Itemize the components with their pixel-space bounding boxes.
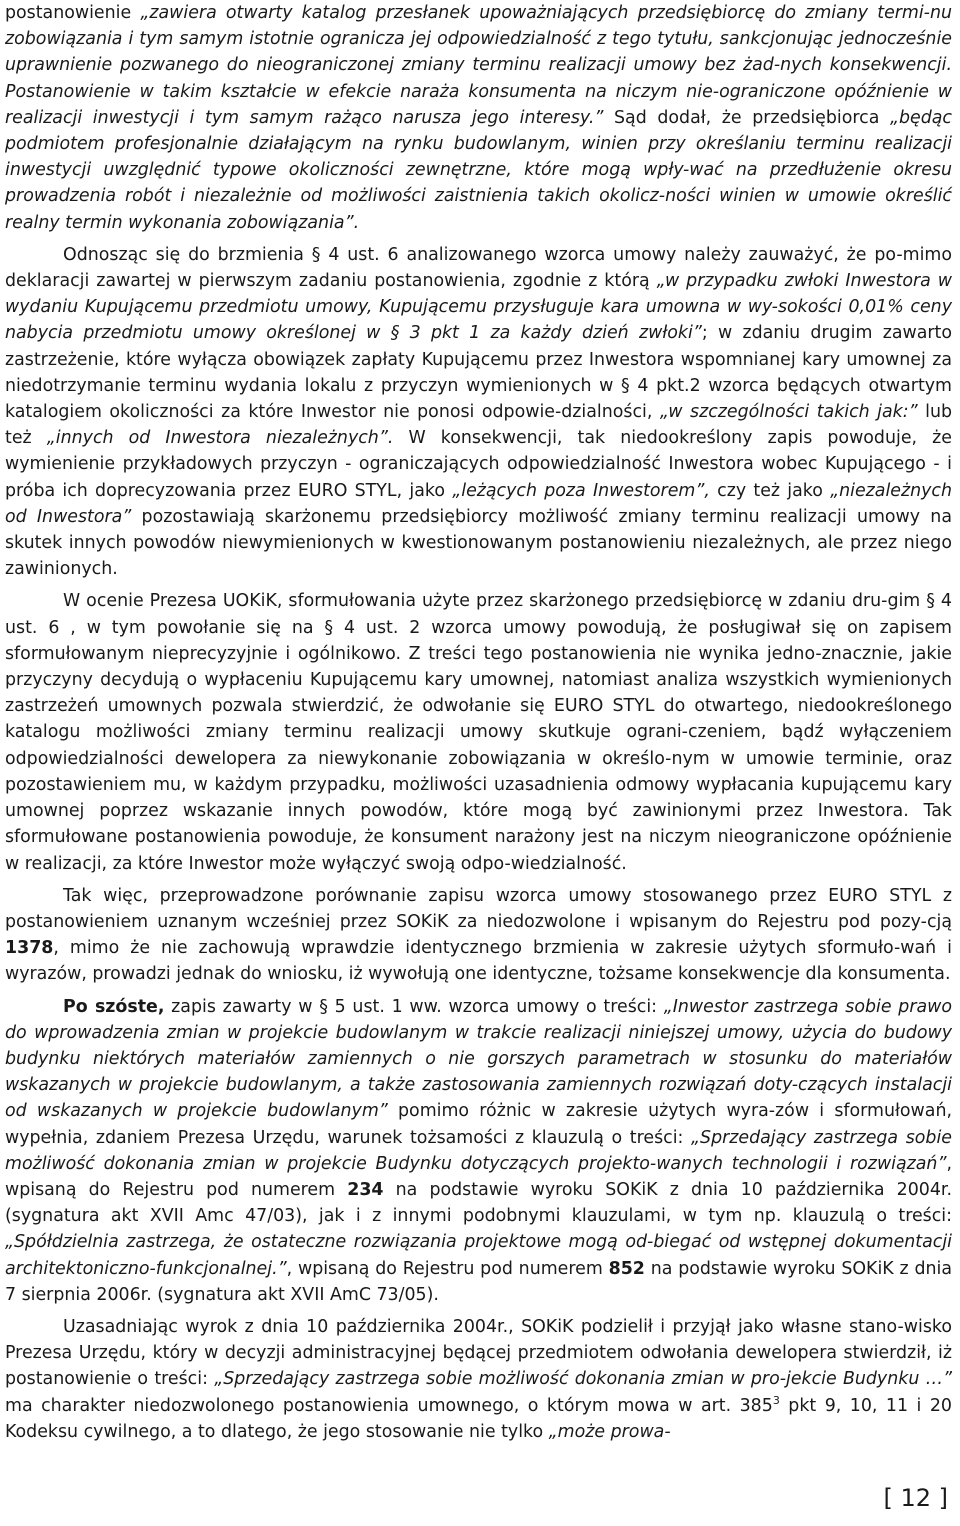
quote-italic: „w przypadku zwłoki Inwestora w wydaniu Kupującemu przedmiotu umowy, Kupującemu przysługuje kara umowna w wy-sokości 0,01% ceny nabycia przedmiotu umowy określonej w § 3 pkt 1 za każdy dzień zwłoki” (5, 271, 953, 344)
quote-italic: „Sprzedający zastrzega sobie możliwość dokonania zmian w projekcie Budynku dotyczących projekto-wanych technologii i rozwiązań” (5, 1127, 952, 1174)
text-span: , wpisaną do Rejestru pod numerem (5, 1153, 952, 1200)
register-number: 852 (608, 1258, 645, 1279)
paragraph-4 (5, 883, 952, 988)
text-span: Odnosząc się do brzmienia § 4 ust. 6 analizowanego wzorca umowy należy zauważyć, że po-mimo deklaracji zawartej w pierwszym zadaniu postanowienia, zgodnie z którą (5, 244, 952, 292)
text-span: czy też jako (709, 480, 831, 501)
register-number: 1378 (5, 938, 54, 959)
text-span: W konsekwencji, tak niedookreślony zapis powoduje, że wymienienie przykładowych przyczyn - ograniczających odpowiedzialność Inwestora wobec Kupującego - i próba ich doprecyzowania przez EURO STYL, jako (5, 428, 952, 501)
page-number: [ 12 ] (883, 1484, 948, 1512)
quote-italic: „może prowa- (548, 1421, 671, 1442)
paragraph-2 (5, 242, 952, 583)
text-span: ; w zdaniu drugim zawarto zastrzeżenie, które wyłącza obowiązek zapłaty Kupującemu przez Inwestora wspomnianej kary umownej za niedotrzymanie terminu wydania lokalu z przyczyn wymienionych w § 4 pkt.2 wzorca będących otwartym katalogiem okoliczności za które Inwestor nie ponosi odpowie-dzialności, (5, 323, 952, 423)
text-span: Sąd dodał, że przedsiębiorca (603, 107, 890, 128)
quote-italic: „Spółdzielnia zastrzega, że ostateczne rozwiązania projektowe mogą od-biegać od wstępnej dokumentacji architektoniczno-funkcjonalnej.” (5, 1232, 952, 1279)
text-span: pozostawiają skarżonemu przedsiębiorcy możliwość zmiany terminu realizacji umowy na skutek innych powodów niewymienionych w kwestionowanym postanowieniu niezależnych, ale przez niego zawinionych. (5, 506, 952, 580)
paragraph-6 (5, 1314, 952, 1445)
quote-italic: „będąc podmiotem profesjonalnie działającym na rynku budowlanym, winien przy określaniu terminu realizacji inwestycji uwzględnić typowe okoliczności zewnętrzne, które mogą wpły-wać na przedłużenie okresu prowadzenia robót i niezależnie od możliwości zaistnienia takich okolicz-ności winien w umowie określić realny termin wykonania zobowiązania”. (5, 107, 952, 233)
quote-italic: „niezależnych od Inwestora” (5, 480, 953, 527)
quote-italic: „zawiera otwarty katalog przesłanek upoważniających przedsiębiorcę do zmiany termi-nu zobowiązania i tym samym istotnie ogranicza jej odpowiedzialność z tego tytułu, sankcjonując jednocześnie uprawnienie pozwanego do nieograniczonej zmiany terminu realizacji umowy bez żad-nych konsekwencji. Postanowienie w takim kształcie w efekcie naraża konsumenta na niczym nie-ograniczone opóźnienie w realizacji inwestycji i tym samym rażąco narusza jego interesy.” (5, 3, 953, 128)
paragraph-3 (5, 588, 952, 876)
section-lead: Po szóste, (63, 996, 165, 1017)
text-span: pomimo różnic w zakresie użytych wyra-zów i sformułowań, wypełnia, zdaniem Prezesa Urzędu, warunek tożsamości z klauzulą o treści: (5, 1101, 952, 1148)
quote-italic: „w szczególności takich jak:” (659, 402, 918, 423)
text-span: , mimo że nie zachowują wprawdzie identycznego brzmienia w zakresie użytych sformuło-wań i wyrazów, prowadzi jednak do wniosku, iż wywołują one identyczne, tożsame konsekwencje dla konsumenta. (5, 938, 952, 985)
document-body (5, 0, 952, 1445)
text-span: na podstawie wyroku SOKiK z dnia 10 października 2004r. (sygnatura akt XVII Amc 47/03), jak i z innymi podobnymi klauzulami, w tym np. klauzulą o treści: (5, 1179, 953, 1227)
text-span: lub też (5, 402, 953, 449)
text-span: , wpisaną do Rejestru pod numerem (286, 1258, 609, 1279)
text-span: zapis zawarty w § 5 ust. 1 ww. wzorca umowy o treści: (164, 996, 664, 1017)
text-span: pkt 9, 10, 11 i 20 Kodeksu cywilnego, a to dlatego, że jego stosowanie nie tylko (5, 1395, 952, 1442)
text-span: na podstawie wyroku SOKiK z dnia 7 sierpnia 2006r. (sygnatura akt XVII AmC 73/05). (5, 1258, 952, 1305)
quote-italic: „Inwestor zastrzega sobie prawo do wprowadzenia zmian w projekcie budowlanym w trakcie realizacji niniejszej umowy, użycia do budowy budynku niektórych materiałów zamiennych o nie gorszych parametrach w stosunku do materiałów wskazanych w projekcie budowlanym, a także zastosowania zamiennych rozwiązań doty-czących instalacji od wskazanych w projekcie budowlanym” (5, 996, 953, 1122)
text-span: Uzasadniając wyrok z dnia 10 października 2004r., SOKiK podzielił i przyjął jako własne stano-wisko Prezesa Urzędu, który w decyzji administracyjnej będącej przedmiotem odwołania dewelopera stwierdził, iż postanowienie o treści: (5, 1316, 952, 1390)
quote-italic: „leżących poza Inwestorem”, (452, 480, 710, 501)
text-span: postanowienie (5, 3, 141, 23)
paragraph-1 (5, 0, 952, 236)
register-number: 234 (347, 1179, 384, 1200)
paragraph-5 (5, 994, 952, 1308)
quote-italic: „innych od Inwestora niezależnych”. (46, 428, 394, 449)
superscript: 3 (772, 1393, 780, 1407)
quote-italic: „Sprzedający zastrzega sobie możliwość dokonania zmian w pro-jekcie Budynku …” (214, 1369, 952, 1390)
text-span: ma charakter niedozwolonego postanowienia umownego, o którym mowa w art. 385 (5, 1395, 773, 1416)
text-span: Tak więc, przeprowadzone porównanie zapisu wzorca umowy stosowanego przez EURO STYL z postanowieniem uznanym wcześniej przez SOKiK za niedozwolone i wpisanym do Rejestru pod pozy-cją (5, 885, 952, 932)
text-span: W ocenie Prezesa UOKiK, sformułowania użyte przez skarżonego przedsiębiorcę w zdaniu dru-gim § 4 ust. 6 , w tym powołanie się na § 4 ust. 2 wzorca umowy powodują, że posługiwał się on zapisem sformułowanym nieprecyzyjnie i ogólnikowo. Z treści tego postanowienia nie wynika jedno-znacznie, jakie przyczyny decydują o wypłaceniu Kupującemu kary umownej, natomiast analiza wszystkich wymienionych zastrzeżeń umownych pozwala stwierdzić, że odwołanie się EURO STYL do otwartego, niedookreślonego katalogu możliwości zmiany terminu realizacji umowy skutkuje ograni-czeniem, bądź wyłączeniem odpowiedzialności dewelopera za niewykonanie zobowiązania w określo-nym w umowie terminie, oraz pozostawieniem mu, w każdym przypadku, możliwości uzasadnienia odmowy wypłacania kupującemu kary umownej poprzez wskazanie innych powodów, które mogą być zawinionymi przez Inwestora. Tak sformułowane postanowienia powoduje, że konsument narażony jest na niczym nieograniczone opóźnienie w realizacji, za które Inwestor może wyłączyć swoją odpo-wiedzialność. (5, 591, 952, 874)
